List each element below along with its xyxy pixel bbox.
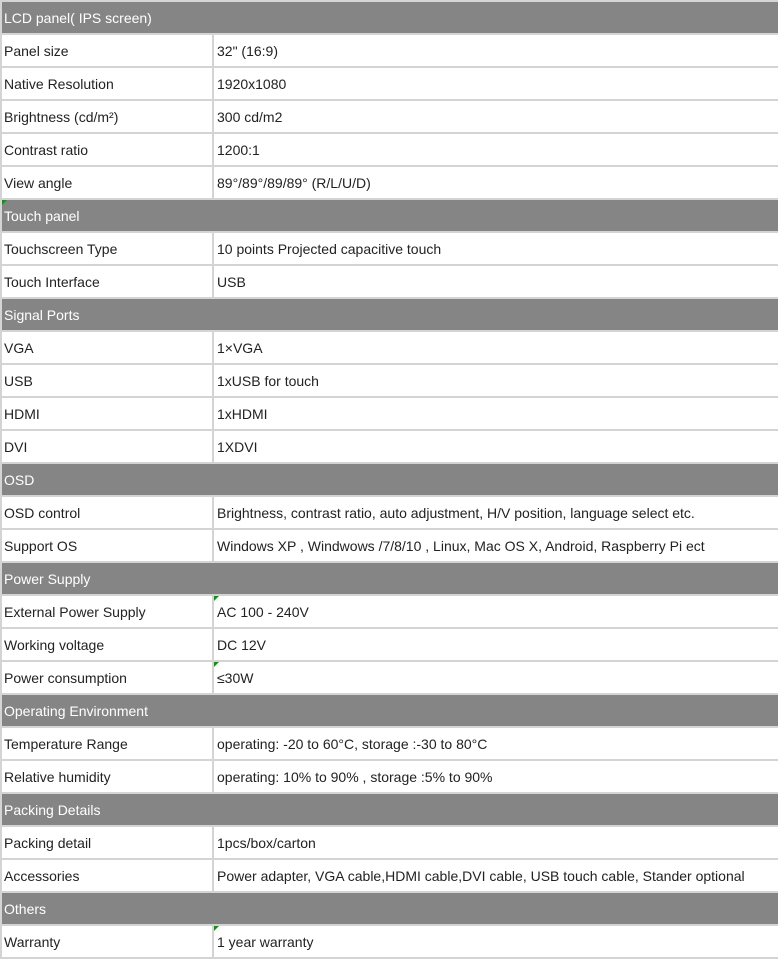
row-label: DVI bbox=[1, 430, 213, 463]
section-title-signal-ports: Signal Ports bbox=[1, 298, 778, 331]
row-label: Packing detail bbox=[1, 826, 213, 859]
table-row bbox=[1, 925, 778, 958]
row-label: External Power Supply bbox=[1, 595, 213, 628]
table-row bbox=[1, 826, 778, 859]
row-value: 1pcs/box/carton bbox=[213, 826, 778, 859]
table-row bbox=[1, 496, 778, 529]
table-row bbox=[1, 628, 778, 661]
table-row bbox=[1, 760, 778, 793]
row-value: Windows XP , Windwows /7/8/10 , Linux, Mac OS X, Android, Raspberry Pi ect bbox=[213, 529, 778, 562]
section-header bbox=[1, 1, 778, 34]
row-value: 300 cd/m2 bbox=[213, 100, 778, 133]
row-value: 89°/89°/89/89° (R/L/U/D) bbox=[213, 166, 778, 199]
row-value: Power adapter, VGA cable,HDMI cable,DVI cable, USB touch cable, Stander optional bbox=[213, 859, 778, 892]
row-label: View angle bbox=[1, 166, 213, 199]
row-label: Power consumption bbox=[1, 661, 213, 694]
row-value: 1XDVI bbox=[213, 430, 778, 463]
row-value: AC 100 - 240V bbox=[213, 595, 778, 628]
section-title-operating-environment: Operating Environment bbox=[1, 694, 778, 727]
table-row bbox=[1, 265, 778, 298]
row-value: operating: -20 to 60°C, storage :-30 to 80°C bbox=[213, 727, 778, 760]
row-label: OSD control bbox=[1, 496, 213, 529]
table-row bbox=[1, 331, 778, 364]
section-title-packing-details: Packing Details bbox=[1, 793, 778, 826]
row-value: 32" (16:9) bbox=[213, 34, 778, 67]
table-row bbox=[1, 661, 778, 694]
table-row bbox=[1, 529, 778, 562]
table-row bbox=[1, 232, 778, 265]
row-value: 1×VGA bbox=[213, 331, 778, 364]
row-label: Panel size bbox=[1, 34, 213, 67]
row-label: Warranty bbox=[1, 925, 213, 958]
section-title-touch-panel: Touch panel bbox=[1, 199, 778, 232]
row-value: ≤30W bbox=[213, 661, 778, 694]
row-label: VGA bbox=[1, 331, 213, 364]
row-label: HDMI bbox=[1, 397, 213, 430]
table-row bbox=[1, 133, 778, 166]
row-value: 10 points Projected capacitive touch bbox=[213, 232, 778, 265]
row-value: operating: 10% to 90% , storage :5% to 90% bbox=[213, 760, 778, 793]
row-label: Brightness (cd/m²) bbox=[1, 100, 213, 133]
section-header bbox=[1, 199, 778, 232]
section-title-osd: OSD bbox=[1, 463, 778, 496]
row-value: 1xUSB for touch bbox=[213, 364, 778, 397]
table-row bbox=[1, 364, 778, 397]
section-header bbox=[1, 463, 778, 496]
row-value: 1xHDMI bbox=[213, 397, 778, 430]
table-row bbox=[1, 34, 778, 67]
table-row bbox=[1, 397, 778, 430]
table-row bbox=[1, 430, 778, 463]
row-label: Temperature Range bbox=[1, 727, 213, 760]
table-row bbox=[1, 166, 778, 199]
row-value: DC 12V bbox=[213, 628, 778, 661]
section-title-lcd-panel: LCD panel( IPS screen) bbox=[1, 1, 778, 34]
section-title-power-supply: Power Supply bbox=[1, 562, 778, 595]
row-value: 1 year warranty bbox=[213, 925, 778, 958]
row-value: USB bbox=[213, 265, 778, 298]
section-header bbox=[1, 562, 778, 595]
section-header bbox=[1, 892, 778, 925]
row-label: Support OS bbox=[1, 529, 213, 562]
row-label: Contrast ratio bbox=[1, 133, 213, 166]
row-label: Native Resolution bbox=[1, 67, 213, 100]
section-header bbox=[1, 694, 778, 727]
row-label: Working voltage bbox=[1, 628, 213, 661]
row-label: Touch Interface bbox=[1, 265, 213, 298]
row-label: Relative humidity bbox=[1, 760, 213, 793]
row-value: 1920x1080 bbox=[213, 67, 778, 100]
table-row bbox=[1, 595, 778, 628]
row-label: Touchscreen Type bbox=[1, 232, 213, 265]
row-value: 1200:1 bbox=[213, 133, 778, 166]
section-header bbox=[1, 298, 778, 331]
row-value: Brightness, contrast ratio, auto adjustment, H/V position, language select etc. bbox=[213, 496, 778, 529]
table-row bbox=[1, 727, 778, 760]
table-row bbox=[1, 67, 778, 100]
row-label: USB bbox=[1, 364, 213, 397]
section-title-others: Others bbox=[1, 892, 778, 925]
section-header bbox=[1, 793, 778, 826]
row-label: Accessories bbox=[1, 859, 213, 892]
table-row bbox=[1, 100, 778, 133]
table-row bbox=[1, 859, 778, 892]
